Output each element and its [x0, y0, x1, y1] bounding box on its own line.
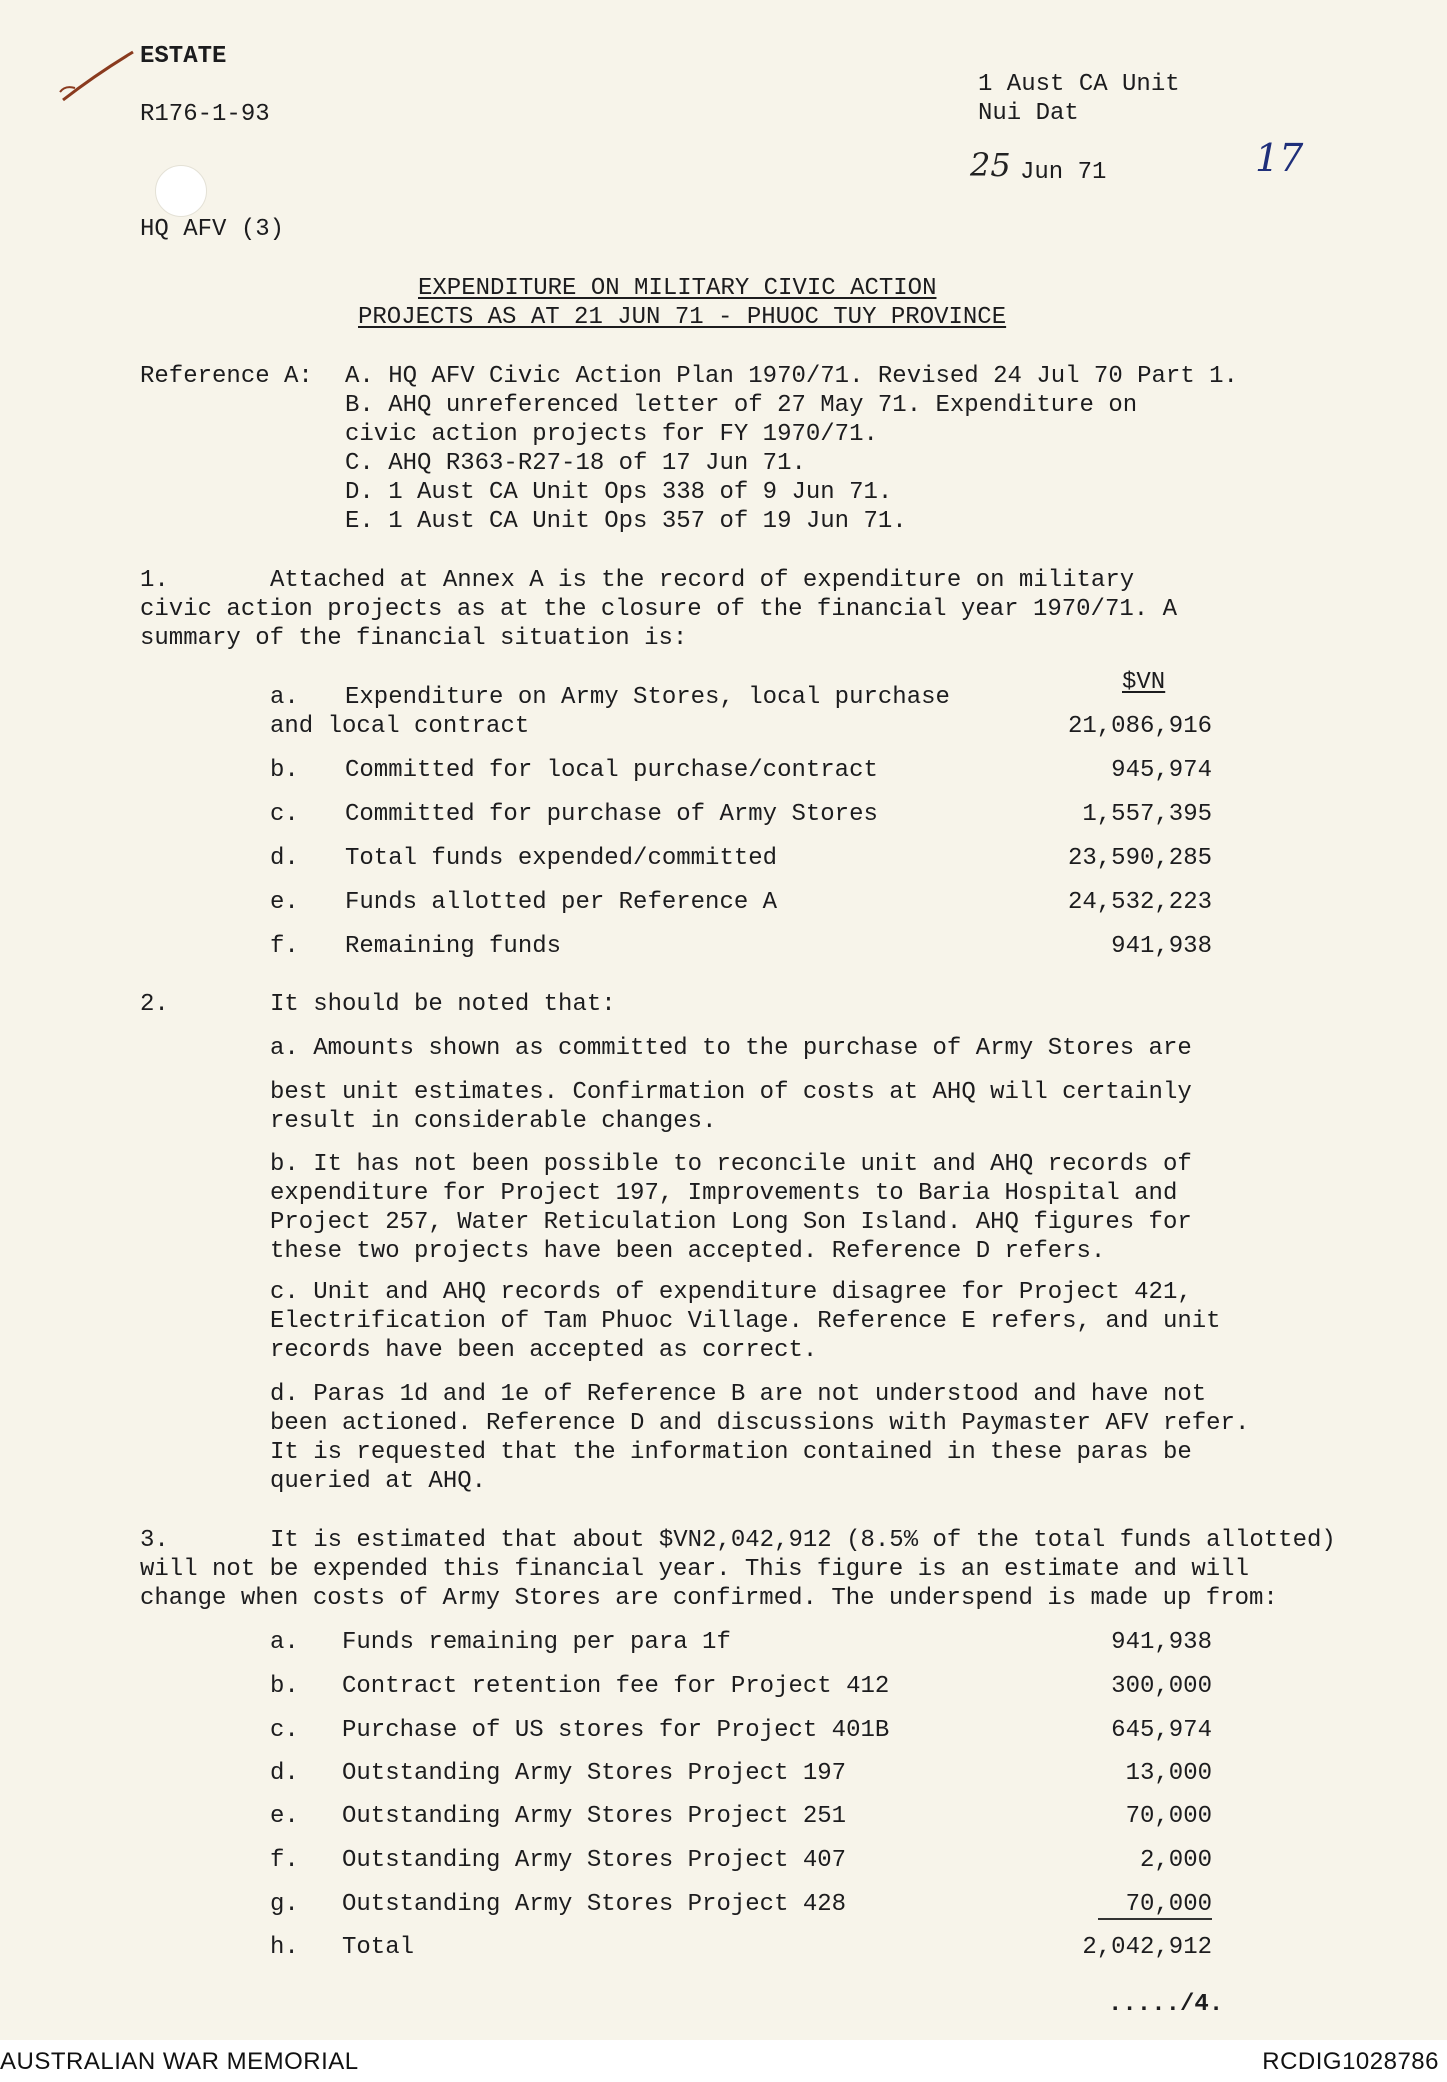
reference-line: C. AHQ R363-R27-18 of 17 Jun 71. — [345, 450, 806, 477]
item-value: 1,557,395 — [1082, 801, 1212, 828]
continuation-marker: ...../4. — [1108, 1991, 1224, 2018]
paragraph-number: 1. — [140, 567, 169, 594]
paragraph-number: 2. — [140, 991, 169, 1018]
item-text: Committed for purchase of Army Stores — [345, 801, 878, 828]
item-value: 2,000 — [1139, 1847, 1212, 1874]
handwritten-date-day: 25 — [970, 146, 1011, 184]
item-text: Remaining funds — [345, 933, 562, 960]
paragraph-text: It is estimated that about $VN2,042,912 (8.5% of the total funds allotted) — [270, 1527, 1336, 1554]
paragraph-text: change when costs of Army Stores are confirmed. The underspend is made up from: — [140, 1585, 1278, 1612]
sub-paragraph-text: queried at AHQ. — [270, 1468, 487, 1495]
sub-paragraph-text: these two projects have been accepted. Reference D refers. — [270, 1238, 1106, 1265]
sub-paragraph-text: best unit estimates. Confirmation of costs at AHQ will certainly — [270, 1079, 1192, 1106]
sub-paragraph-text: result in considerable changes. — [270, 1108, 717, 1135]
item-text: Purchase of US stores for Project 401B — [342, 1717, 890, 1744]
item-letter: b. — [270, 1673, 299, 1700]
item-value: 13,000 — [1125, 1760, 1212, 1787]
sub-paragraph-text: b. It has not been possible to reconcile unit and AHQ records of — [270, 1151, 1192, 1178]
sub-paragraph-text: Electrification of Tam Phuoc Village. Reference E refers, and unit — [270, 1308, 1221, 1335]
sub-paragraph-text: been actioned. Reference D and discussions with Paymaster AFV refer. — [270, 1410, 1250, 1437]
item-value: 70,000 — [1125, 1803, 1212, 1830]
footer-record-id: RCDIG1028786 — [1262, 2048, 1439, 2075]
title-line-1: EXPENDITURE ON MILITARY CIVIC ACTION — [418, 275, 937, 302]
sub-paragraph-text: It is requested that the information contained in these paras be — [270, 1439, 1192, 1466]
sub-paragraph-text: c. Unit and AHQ records of expenditure disagree for Project 421, — [270, 1279, 1192, 1306]
item-text: Committed for local purchase/contract — [345, 757, 878, 784]
item-text: Contract retention fee for Project 412 — [342, 1673, 890, 1700]
reference-line: B. AHQ unreferenced letter of 27 May 71. Expenditure on — [345, 392, 1138, 419]
pen-mark-icon — [55, 40, 145, 110]
sub-paragraph-text: a. Amounts shown as committed to the purchase of Army Stores are — [270, 1035, 1192, 1062]
paragraph-text: Attached at Annex A is the record of expenditure on military — [270, 567, 1135, 594]
item-letter: c. — [270, 801, 299, 828]
currency-header: $VN — [1122, 669, 1166, 696]
sender-unit: 1 Aust CA Unit — [978, 71, 1180, 98]
item-text: Outstanding Army Stores Project 251 — [342, 1803, 847, 1830]
item-letter: e. — [270, 889, 299, 916]
item-letter: g. — [270, 1891, 299, 1918]
item-text: Total funds expended/committed — [345, 845, 778, 872]
addressee: HQ AFV (3) — [140, 216, 285, 243]
item-text: Outstanding Army Stores Project 197 — [342, 1760, 847, 1787]
item-letter: d. — [270, 1760, 299, 1787]
item-value: 945,974 — [1111, 757, 1212, 784]
item-value: 645,974 — [1111, 1717, 1212, 1744]
sender-location: Nui Dat — [978, 100, 1079, 127]
title-line-2: PROJECTS AS AT 21 JUN 71 - PHUOC TUY PROVINCE — [358, 304, 1007, 331]
file-reference: R176-1-93 — [140, 101, 270, 128]
item-letter: a. — [270, 1629, 299, 1656]
item-text: Outstanding Army Stores Project 407 — [342, 1847, 847, 1874]
item-letter: c. — [270, 1717, 299, 1744]
total-rule — [1098, 1918, 1212, 1920]
paragraph-text: summary of the financial situation is: — [140, 625, 688, 652]
sub-paragraph-text: d. Paras 1d and 1e of Reference B are not understood and have not — [270, 1381, 1207, 1408]
item-text: and local contract — [270, 713, 530, 740]
item-letter: f. — [270, 1847, 299, 1874]
sub-paragraph-text: Project 257, Water Reticulation Long Son Island. AHQ figures for — [270, 1209, 1192, 1236]
item-letter: d. — [270, 845, 299, 872]
footer-archive-name: AUSTRALIAN WAR MEMORIAL — [0, 2048, 359, 2075]
item-value: 23,590,285 — [1067, 845, 1212, 872]
sub-paragraph-text: expenditure for Project 197, Improvements to Baria Hospital and — [270, 1180, 1178, 1207]
item-value: 21,086,916 — [1067, 713, 1212, 740]
folio-number: 17 — [1255, 136, 1304, 180]
punch-hole — [155, 165, 207, 217]
date-month-year: Jun 71 — [1020, 159, 1107, 186]
references-label: Reference A: — [140, 363, 313, 390]
item-value: 941,938 — [1111, 1629, 1212, 1656]
reference-line: E. 1 Aust CA Unit Ops 357 of 19 Jun 71. — [345, 508, 907, 535]
paragraph-text: It should be noted that: — [270, 991, 616, 1018]
item-value: 941,938 — [1111, 933, 1212, 960]
item-text: Funds remaining per para 1f — [342, 1629, 731, 1656]
item-letter: a. — [270, 684, 299, 711]
item-text: Outstanding Army Stores Project 428 — [342, 1891, 847, 1918]
item-letter: e. — [270, 1803, 299, 1830]
item-value: 24,532,223 — [1067, 889, 1212, 916]
paragraph-number: 3. — [140, 1527, 169, 1554]
paragraph-text: will not be expended this financial year. This figure is an estimate and will — [140, 1556, 1249, 1583]
item-value: 2,042,912 — [1082, 1934, 1212, 1961]
item-letter: f. — [270, 933, 299, 960]
reference-line: civic action projects for FY 1970/71. — [345, 421, 878, 448]
item-letter: b. — [270, 757, 299, 784]
item-text: Total — [342, 1934, 415, 1961]
reference-line: A. HQ AFV Civic Action Plan 1970/71. Revised 24 Jul 70 Part 1. — [345, 363, 1238, 390]
classification-stamp: ESTATE — [140, 43, 227, 70]
item-value: 70,000 — [1125, 1891, 1212, 1918]
item-text: Expenditure on Army Stores, local purchase — [345, 684, 950, 711]
item-letter: h. — [270, 1934, 299, 1961]
sub-paragraph-text: records have been accepted as correct. — [270, 1337, 818, 1364]
item-text: Funds allotted per Reference A — [345, 889, 778, 916]
paragraph-text: civic action projects as at the closure of the financial year 1970/71. A — [140, 596, 1177, 623]
item-value: 300,000 — [1111, 1673, 1212, 1700]
reference-line: D. 1 Aust CA Unit Ops 338 of 9 Jun 71. — [345, 479, 893, 506]
